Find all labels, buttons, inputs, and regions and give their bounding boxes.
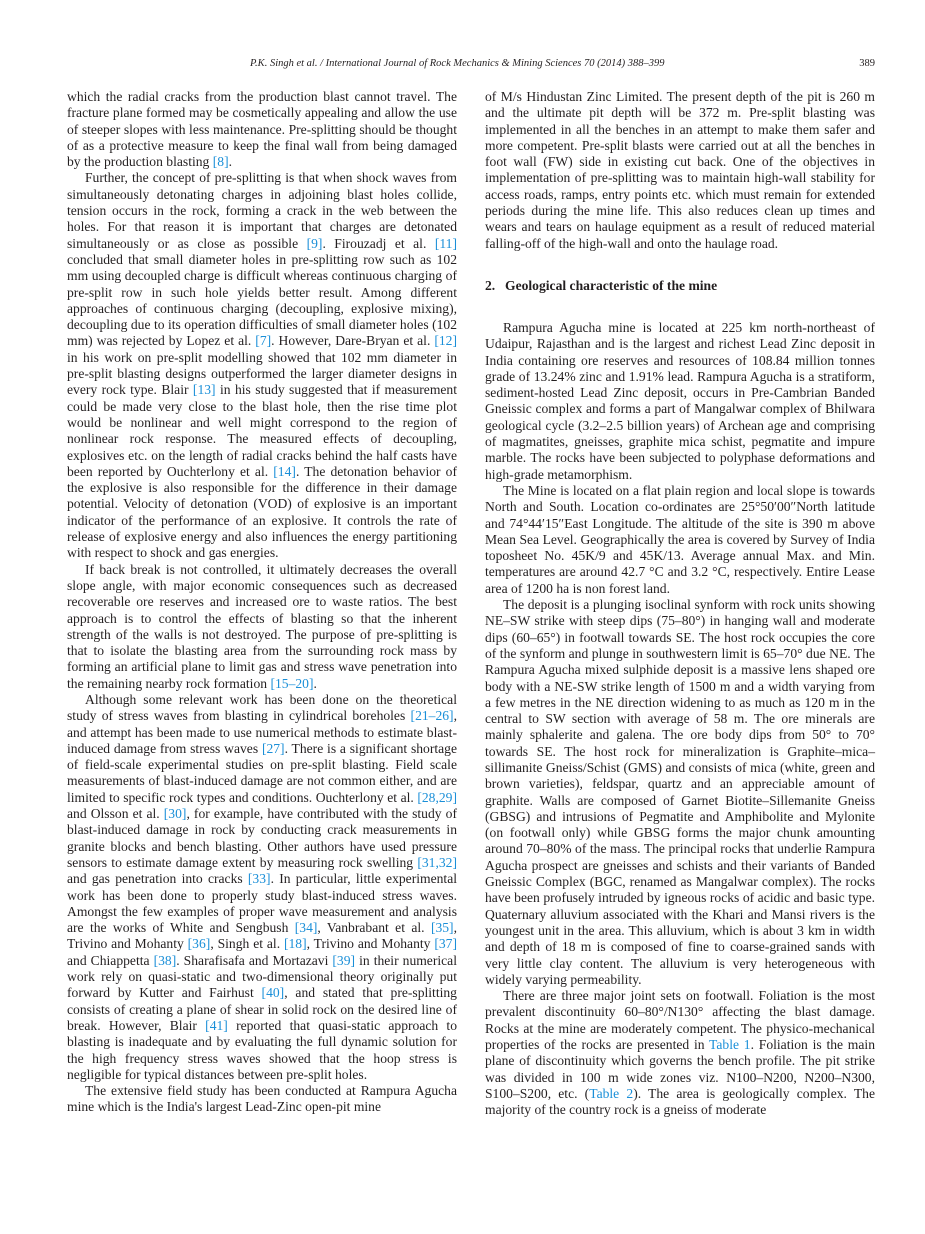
page-number: 389 [859, 58, 875, 69]
paragraph-text: , Trivino and Mohanty [306, 936, 435, 952]
paragraph-text: reported that quasi-static approach to blasting is inadequate and by evaluating the full dynamic solution for the high frequency stress waves showed that the hoop stress is negligible for typical distances between pre-split holes. [67, 1017, 457, 1082]
citation-link[interactable]: [27] [261, 740, 285, 756]
paragraph-text: and Chiappetta [67, 952, 154, 968]
paragraph [67, 170, 457, 561]
right-body [485, 320, 875, 1119]
paragraph-text: , Singh et al. [210, 936, 284, 952]
paragraph-text: concluded that small diameter holes in pre-splitting row such as 102 mm using decoupled charge is difficult whereas continuous charging of pre-split row in such hole yields better result. Among different approaches of continuous charging (decoupling, explosive mixing), decoupling due to its operation difficulties of small diameter holes (102 mm) was rejected by Lopez et al. [67, 251, 457, 349]
paragraph-text: ). The area is geologically complex. The majority of the country rock is a gneiss of moderate [485, 1085, 875, 1118]
paragraph-text: Further, the concept of pre-splitting is that when shock waves from simultaneously detonating charges in adjoining blast holes collide, tension occurs in the rock, forming a crack in the web between the holes. For that reason it is important that charges are detonated simultaneously or as close as possible [67, 170, 457, 251]
citation-link[interactable]: [31,32] [417, 854, 457, 870]
section-number: 2. [485, 277, 496, 293]
paragraph-text: , for example, have contributed with the study of blast-induced damage in rock by conducting crack measurements in granite blocks and bench blasting. Other authors have used pressure sensors to estimate damage extent by measuring rock swelling [67, 806, 457, 870]
paragraph [67, 692, 457, 1083]
paragraph [67, 89, 457, 170]
paragraph [485, 597, 875, 988]
citation-link[interactable]: [11] [434, 235, 457, 251]
paragraph-text: , Vanbrabant et al. [317, 920, 431, 936]
paragraph-text: and Olsson et al. [67, 806, 164, 822]
paragraph-text: , and stated that pre-splitting consists of creating a plane of shear in solid rock on the desired line of break. However, Blair [67, 985, 457, 1033]
citation-link[interactable]: [39] [332, 952, 356, 968]
paragraph-text: . The detonation behavior of the explosive is also responsible for the difference in their damage potential. Velocity of detonation (VOD) of explosive is an important indicator of the performance of an explosive. It controls the rate of release of explosive energy and also influences the energy partitioning with respect to shock and gas energies. [67, 463, 457, 561]
paragraph [485, 483, 875, 597]
paragraph-text: in their numerical work rely on quasi-static and two-dimensional theory originally put forward by Kutter and Fairhust [67, 952, 457, 1001]
citation-link[interactable]: [36] [187, 936, 211, 952]
citation-link[interactable]: [9] [306, 235, 323, 251]
citation-link[interactable]: [30] [163, 806, 187, 822]
left-column [67, 89, 457, 1116]
citation-link[interactable]: [15–20] [270, 675, 314, 691]
citation-link[interactable]: [14] [273, 463, 296, 479]
citation-link[interactable]: [33] [247, 871, 271, 887]
citation-link[interactable]: [13] [192, 382, 216, 398]
citation-link[interactable]: [35] [430, 920, 454, 936]
paragraph-text: of M/s Hindustan Zinc Limited. The present depth of the pit is 260 m and the ultimate pit depth will be 372 m. Pre-split blasting was implemented in all the benches in an attempt to make them safer and more competent. Pre-split blasts were carried out at all the benches in foot wall (FW) side in existing cut back. One of the objectives in implementation of pre-splitting was to maintain high-wall stability for access roads, ramps, entry points etc. which must remain for extended periods during the mine life. This also reduces clean up times and wears and tears on haulage equipment as a result of reduced material falling-off of the high-wall and onto the haulage road. [485, 89, 875, 251]
paragraph-text: which the radial cracks from the production blast cannot travel. The fracture plane formed may be cosmetically appealing and allow the use of steeper slopes with less maintenance. Pre-splitting should be thought of as a protective measure to keep the final wall from being damaged by the production blasting [67, 89, 457, 170]
paragraph-text: . Sharafisafa and Mortazavi [176, 952, 333, 968]
citation-link[interactable]: Table 2 [589, 1085, 634, 1101]
paragraph-text: . Foliation is the main plane of discontinuity which governs the bench profile. The pit strike was divided in 100 m wide zones viz. N100–N200, N200–N300, S100–S200, etc. ( [485, 1037, 875, 1101]
citation-link[interactable]: [21–26] [410, 708, 454, 724]
paragraph [485, 89, 875, 252]
citation-link[interactable]: [38] [153, 952, 177, 968]
citation-link[interactable]: Table 1 [709, 1037, 751, 1053]
citation-link[interactable]: [28,29] [417, 789, 457, 805]
paragraph-text: If back break is not controlled, it ultimately decreases the overall slope angle, with major economic consequences such as decreased recoverable ore reserves and increased ore to waste ratios. The best approach is to control the effects of blasting so that the inherent strength of the walls is not destroyed. The purpose of pre-splitting is that to isolate the blasting area from the surrounding rock mass by forming an artificial plane to limit gas and stress wave penetration into the remaining nearby rock formation [67, 561, 457, 691]
paragraph-text: Although some relevant work has been done on the theoretical study of stress waves from blasting in cylindrical boreholes [67, 691, 457, 724]
paragraph [485, 988, 875, 1118]
paragraph-text: . [313, 675, 317, 691]
citation-link[interactable]: [7] [255, 333, 272, 349]
citation-link[interactable]: [34] [294, 920, 318, 936]
paragraph-text: . There is a significant shortage of field-scale experimental studies on pre-split blasting. Field scale measurements of blast-induced damage are not common either, and are limited to specific rock types and conditions. Ouchterlony et al. [67, 740, 457, 805]
paragraph-text: and gas penetration into cracks [67, 871, 248, 887]
citation-link[interactable]: [18] [283, 936, 307, 952]
paragraph [485, 320, 875, 483]
running-header [67, 56, 875, 72]
paragraph [67, 562, 457, 692]
paragraph-text: . However, Dare-Bryan et al. [271, 333, 435, 349]
journal-citation: P.K. Singh et al. / International Journal of Rock Mechanics & Mining Sciences 70 (2014) 388–399 [250, 58, 665, 69]
paragraph-text: in his study suggested that if measurement could be made very close to the blast hole, then the rise time plot would be nonlinear and well might correspond to the region of nonlinear rock response. The measured effects of decoupling, explosives etc. on the length of radial cracks behind the half casts have been reported by Ouchterlony et al. [67, 382, 458, 479]
paragraph-text: , Trivino and Mohanty [67, 920, 457, 952]
section-title: Geological characteristic of the mine [505, 277, 718, 293]
paragraph-text: The extensive field study has been conducted at Rampura Agucha mine which is the India's largest Lead-Zinc open-pit mine [67, 1083, 457, 1115]
paragraph [67, 1083, 457, 1116]
citation-link[interactable]: [40] [261, 985, 285, 1001]
right-intro [485, 89, 875, 252]
paragraph-text: There are three major joint sets on footwall. Foliation is the most prevalent discontinuity 60–80°/N130° affecting the blast damage. Rocks at the mine are moderately competent. The physico-mechanical properties of the rocks are presented in [485, 988, 875, 1053]
paragraph-text: The Mine is located on a flat plain region and local slope is towards North and South. Location co-ordinates are 25°50′00″North latitude and 74°44′15″East Longitude. The altitude of the site is 390 m above Mean Sea Level. Geographically the area is covered by Survey of India toposheet No. 45K/9 and 45K/13. Average annual Max. and Min. temperatures are around 42.7 °C and 3.2 °C, respectively. Entire Lease area of 1200 ha is non forest land. [485, 482, 875, 596]
paragraph-text: in his work on pre-split modelling showed that 102 mm diameter in pre-split blasting designs outperformed the larger diameter designs in every rock type. Blair [67, 349, 457, 398]
paragraph-text: . Firouzadj et al. [322, 235, 435, 251]
paragraph-text: , and attempt has been made to use numerical methods to estimate blast-induced damage from stress waves [67, 708, 457, 756]
citation-link[interactable]: [12] [434, 333, 457, 349]
paragraph-text: . [228, 154, 233, 170]
paragraph-text: Rampura Agucha mine is located at 225 km north-northeast of Udaipur, Rajasthan and is the largest and richest Lead Zinc deposit in India containing ore reserves and resources of 108.84 million tonnes grade of 13.24% zinc and 1.91% lead. Rampura Agucha is a stratiform, sediment-hosted Lead Zinc deposit, occurs in Pre-Cambrian Banded Gneissic complex and forms a part of Mangalwar complex of Bhilwara geological cycle (3.2–2.5 billion years) of Archean age and comprising of magmatites, gneisses, graphite mica schist, pegmatite and impure marble. The rocks have been subjected to polyphase deformations and high-grade metamorphism. [485, 319, 875, 482]
paragraph-text: . In particular, little experimental work has been done to properly study blast-induced stress waves. Amongst the few examples of proper wave measurement and analysis are the works of White and Sengbush [67, 871, 458, 936]
citation-link[interactable]: [8] [212, 154, 229, 170]
citation-link[interactable]: [41] [205, 1017, 228, 1033]
paragraph-text: The deposit is a plunging isoclinal synform with rock units showing NE–SW strike with steep dips (75–80°) in hanging wall and moderate dips (60–65°) in footwall towards SE. The host rock occupies the core of the synform and plunge in southwestern limit is 65–70° due NE. The Rampura Agucha mixed sulphide deposit is a massive lens shaped ore body with a NE-SW strike length of 1500 m and a width varying from a few metres in the NE direction widening to as much as 120 m in the central to SW section with average of 58 m. The ore minerals are mainly sphalerite and galena. The ore body dips from 50° to 70° towards SE. The host rock for mineralization is Graphite–mica–sillimanite Gneiss/Schist (GMS) and consists of mica (white, green and brown varieties), feldspar, quartz and an appreciable amount of graphite. Walls are composed of Garnet Biotite–Sillemanite Gneiss (GBSG) and intrusions of Pegmatite and Amphibolite and Mylonite (on footwall only) while GBSG forms the major chunk amounting around 70–80% of the mass. The principal rocks that underlie Rampura Agucha prospect are gneisses and schists and their variants of Banded Gneissic Complex (BGC, renamed as Mangalwar complex). The rocks have been profusely intruded by igneous rocks of acidic and basic type. Quaternary alluvium associated with the Khari and Mansi rivers is the youngest unit in the area. This alluvium, which is about 3 km in width and depth of 18 m is composed of fine to coarse-grained sands with very little clay content. The alluvium is very heterogeneous with widely varying permeability. [485, 597, 875, 987]
right-column [485, 89, 875, 1119]
citation-link[interactable]: [37] [434, 936, 457, 952]
section-heading [485, 278, 875, 294]
